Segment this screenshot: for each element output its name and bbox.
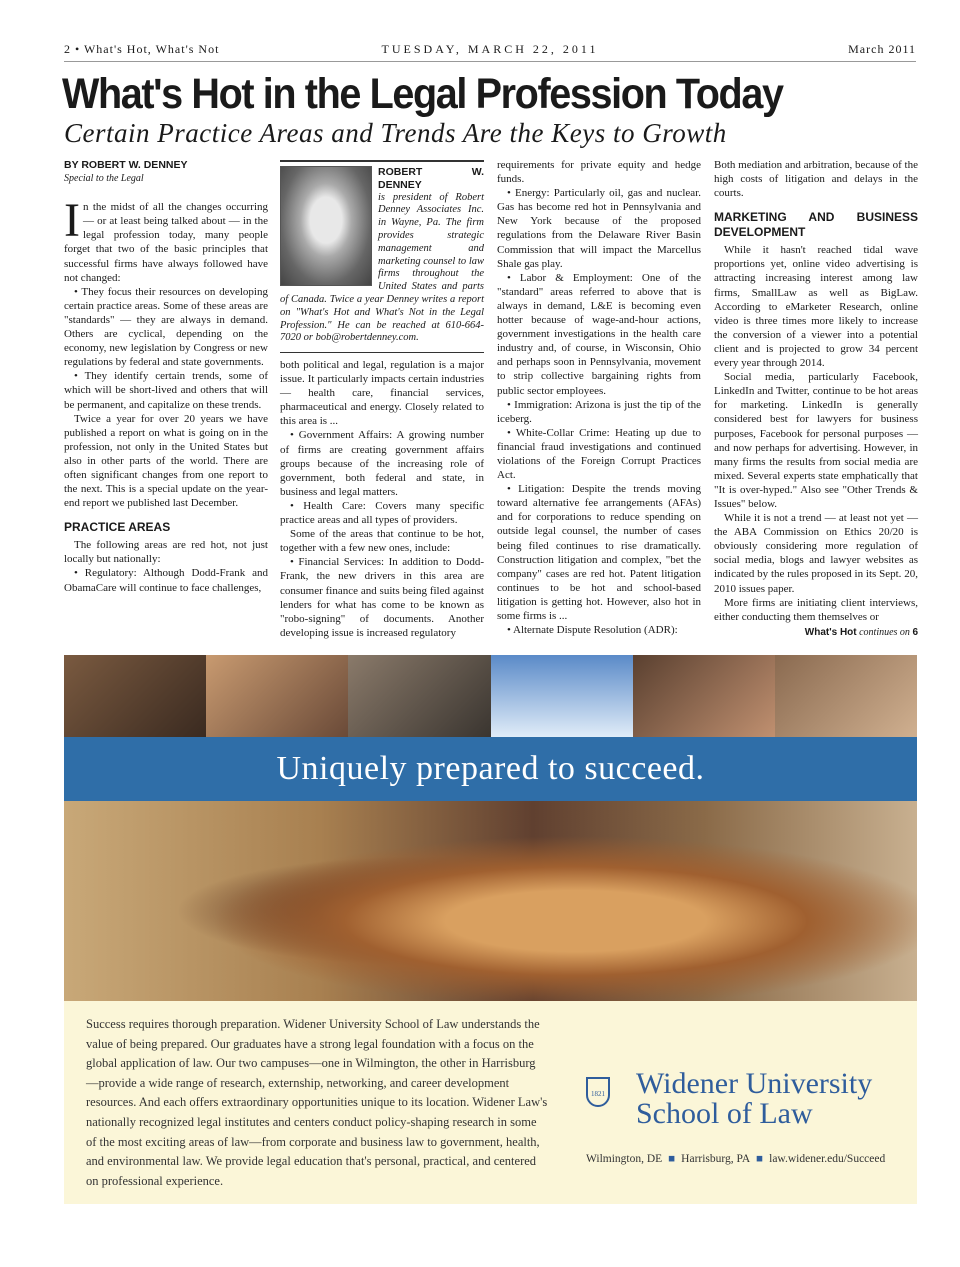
paragraph: • They identify certain trends, some of which will be short-lived and others that will be permanent, and capitalize on these trends. [64, 370, 268, 411]
headline: What's Hot in the Legal Profession Today [62, 70, 783, 118]
paragraph: • Alternate Dispute Resolution (ADR): [507, 624, 678, 637]
location-wilmington: Wilmington, DE [586, 1153, 663, 1165]
logo-line-1: Widener University [636, 1067, 873, 1100]
paragraph: • Energy: Particularly oil, gas and nuclear. Gas has become red hot in Pennsylvania and New York because of the proposed regulations from the Delaware River Basin Commission that will impact the Marcellus Shale gas play. [497, 187, 701, 270]
widener-logo [586, 1067, 906, 1131]
paragraph: • Financial Services: In addition to Dodd-Frank, the new drivers in this area are consumer finance and suits being filed against lenders for what has come to be known as "robo-signing" of documents. Another developing issue is increased regulatory [280, 556, 484, 639]
continuation-label: What's Hot [804, 626, 857, 638]
byline-affiliation: Special to the Legal [64, 173, 144, 185]
widener-advertisement[interactable] [64, 655, 917, 1204]
ad-url-link[interactable]: law.widener.edu/Succeed [769, 1153, 886, 1165]
paragraph: More firms are initiating client interviews, either conducting them themselves or [714, 596, 918, 623]
shield-icon: 1821 [586, 1077, 610, 1107]
bio-text: is president of Robert Denney Associates Inc. in Wayne, Pa. The firm provides strategic management and marketing counsel to law firms throughout the United States and parts of Canada. Twice a year Denney writes a report on "What's Hot and What's Not in the Legal Profession." He can be reached at 610-664-7020 or bob@robertdenney.com. [280, 191, 484, 344]
paragraph: • Labor & Employment: One of the "standard" areas referred to above that is always in demand, L&E is becoming even hotter because of wage-and-hour actions, government investigations in the health care industry and, of course, in Wisconsin, Ohio and perhaps soon in Pennsylvania, movement to strip collective bargaining rights from public sector employees. [497, 271, 701, 397]
author-bio-box [280, 160, 484, 345]
paragraph: • Litigation: Despite the trends moving toward alternative fee arrangements (AFAs) and for corporations to reduce spending on outside legal counsel, the number of cases being filed continues to rise dramatically. Construction litigation and complex, "bet the company" cases are red hot. Patent litigation continues to be hot and school-based litigation is getting hot. However, also hot in some firms is ... [497, 483, 701, 622]
bio-divider [280, 352, 484, 353]
paragraph: • Government Affairs: A growing number of firms are creating government affairs groups because of the increasing role of government, both federal and state, in business and legal matters. [280, 429, 484, 498]
article-column-1 [64, 158, 268, 595]
author-photo [280, 166, 372, 286]
section-heading-marketing: MARKETING AND BUSINESS DEVELOPMENT [714, 210, 918, 240]
paragraph: Some of the areas that continue to be hot, together with a few new ones, include: [280, 528, 484, 555]
bullet-separator: ■ [756, 1153, 764, 1165]
ad-locations [586, 1153, 885, 1165]
ad-photo [206, 655, 348, 737]
continuation-page: 6 [912, 626, 918, 638]
ad-body-copy: Success requires thorough preparation. Widener University School of Law understands the value of being prepared. Our graduates have a strong legal foundation with a focus on the global application of law. Our two campuses—one in Wilmington, the other in Harrisburg—provide a wide range of research, externship, networking, and career development resources. And each offers extraordinary opportunities unique to its location. Widener Law's nationally recognized legal institutes and centers conduct policy-shaping research in some of the most exciting areas of law—from corporate and business law to government, health, and environmental law. We provide legal education that's personal, practical, and centered on professional experience. [86, 1017, 548, 1188]
drop-cap: I [64, 194, 80, 248]
ad-photo [64, 655, 206, 737]
page-folio: 2 • What's Hot, What's Not [64, 42, 220, 56]
paragraph: • White-Collar Crime: Heating up due to financial fraud investigations and continued violations of the Foreign Corrupt Practices Act. [497, 426, 701, 482]
ad-photo-strip [64, 655, 917, 737]
ad-photo [633, 655, 775, 737]
ad-photo [348, 655, 490, 737]
byline: BY ROBERT W. DENNEY [64, 159, 188, 171]
paragraph: Social media, particularly Facebook, LinkedIn and Twitter, continue to be hot areas for marketing. LinkedIn is generally considered best for lawyers for business purposes, Facebook for personal purposes — and now perhaps for advertising. However, in many firms the results from social media are mixed. Several experts state emphatically that "It is over-hyped." Also see "Other Trends & Issues" below. [714, 371, 918, 510]
paragraph: Both mediation and arbitration, because of the high costs of litigation and delays in the courts. [714, 159, 918, 200]
article-column-3 [497, 158, 701, 637]
issue-date: TUESDAY, MARCH 22, 2011 [381, 42, 599, 56]
issue-month: March 2011 [848, 42, 916, 56]
paragraph: both political and legal, regulation is a major issue. It particularly impacts certain industries — health care, financial services, pharmaceutical and energy. Closely related to this area is ... [280, 359, 484, 428]
paragraph: • Regulatory: Although Dodd-Frank and ObamaCare will continue to face challenges, [64, 567, 268, 594]
continuation-line [714, 626, 918, 640]
paragraph: requirements for private equity and hedge funds. [497, 159, 701, 186]
ad-photo [491, 655, 633, 737]
lead-paragraph: In the midst of all the changes occurring — or at least being talked about — in the legal profession today, many people forget that two of the basic principles that successful firms have always followed have not changed: [64, 194, 268, 284]
deck-subtitle: Certain Practice Areas and Trends Are the Keys to Growth [64, 118, 727, 148]
continuation-text: continues on [859, 626, 910, 638]
location-harrisburg: Harrisburg, PA [681, 1153, 751, 1165]
paragraph: While it hasn't reached tidal wave proportions yet, online video advertising is attracting increasing interest among law firms, SmallLaw as well as BigLaw. According to eMarketer Research, online video is three times more likely to increase the conversion of a viewer into a potential client and is projected to grow 34 percent every year through 2014. [714, 244, 918, 370]
article-column-2 [280, 358, 484, 640]
article-column-4 [714, 158, 918, 640]
bio-name: ROBERT W. DENNEY [378, 166, 484, 191]
ad-tagline-band: Uniquely prepared to succeed. [64, 737, 917, 801]
ad-copy-panel [64, 1001, 917, 1204]
ad-main-photo [64, 801, 917, 1001]
paragraph: Twice a year for over 20 years we have published a report on what is going on in the profession, not only in the United States but also in other parts of the world. There are often significant changes from one report to the next. This is a special update on the year-end report we published last December. [64, 412, 268, 510]
ad-photo [775, 655, 917, 737]
paragraph: The following areas are red hot, not just locally but nationally: [64, 539, 268, 566]
logo-line-2: School of Law [636, 1097, 813, 1130]
page-header [64, 42, 916, 62]
section-heading-practice-areas: PRACTICE AREAS [64, 520, 171, 535]
paragraph: • They focus their resources on developing certain practice areas. Some of these areas are "standards" — they are always in demand. Others are cyclical, depending on the economy, new legislation by Congress or new regulations by federal and state governments. [64, 285, 268, 369]
paragraph: While it is not a trend — at least not yet — the ABA Commission on Ethics 20/20 is obviously considering more regulation of social media, blogs and lawyer websites as indicated by the rules proposed in its Sept. 20, 2010 issues paper. [714, 512, 918, 595]
bullet-separator: ■ [668, 1153, 676, 1165]
paragraph: • Health Care: Covers many specific practice areas and all types of providers. [280, 499, 484, 527]
paragraph: • Immigration: Arizona is just the tip of the iceberg. [497, 398, 701, 425]
